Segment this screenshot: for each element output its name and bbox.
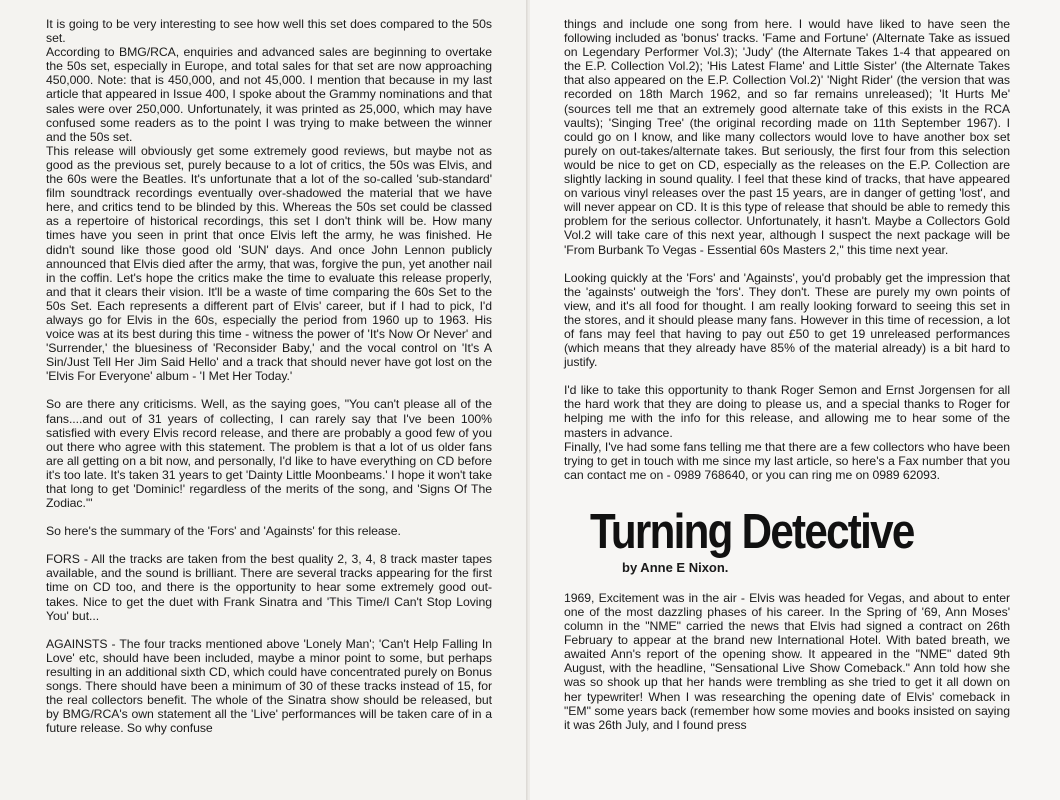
left-paragraph-criticisms: So are there any criticisms. Well, as the saying goes, "You can't please all of the fans....and out of 31 years of collecting, I can rarely say that I've been 100% satisfied with every Elvis record release, and there are probably a good few of you out there who agree with this statement. The problem is that a lot of us older fans are all getting on a bit now, and personally, I'd like to have everything on CD before it's too late. It's taken 31 years to get 'Dainty Little Moonbeams.' I hope it won't take that long to get 'Dominic!' regardless of the merits of the song, and 'Signs Of The Zodiac.'" bbox=[46, 397, 492, 511]
left-paragraph-3: This release will obviously get some extremely good reviews, but maybe not as good as the previous set, purely because to a lot of critics, the 50s was Elvis, and the 60s were the Beatles. It's unfortunate that a lot of the so-called 'sub-standard' film soundtrack recordings eventually over-shadowed the material that we have here, and critics tend to be blinded by this. Whereas the 50s set could be classed as a repertoire of historical recordings, this set I don't think will be. How many times have you seen in print that once Elvis left the army, he was finished. He didn't sound like those good old 'SUN' days. And once John Lennon publicly announced that Elvis died after the army, that was, forgive the pun, yet another nail in the coffin. Let's hope the critics make the time to evaluate this release properly, and that it clears their vision. It'll be a waste of time comparing the 60s Set to the 50s Set. Each represents a different part of Elvis' career, but if I had to pick, I'd always go for Elvis in the 60s, especially the period from 1960 up to 1963. His voice was at its best during this time - witness the power of 'It's Now Or Never' and 'Surrender,' the bluesiness of 'Reconsider Baby,' and the vocal control on 'It's A Sin/Just Tell Her Jim Said Hello' and a track that should never have got lost on the 'Elvis For Everyone' album - 'I Met Her Today.' bbox=[46, 143, 492, 384]
left-paragraph-2: According to BMG/RCA, enquiries and advanced sales are beginning to overtake the 50s set, especially in Europe, and total sales for that set are now approaching 450,000. Note: that is 450,000, and not 45,000. I mention that because in my last article that appeared in Issue 400, I spoke about the Grammy nominations and that sales were over 250,000. Unfortunately, it was printed as 25,000, which may have confused some readers as to the point I was trying to make between the winner and the 50s set. bbox=[46, 45, 492, 144]
left-paragraph-summary: So here's the summary of the 'Fors' and 'Againsts' for this release. bbox=[46, 524, 401, 539]
article-title: Turning Detective bbox=[590, 504, 914, 559]
article-paragraph-1: 1969, Excitement was in the air - Elvis was headed for Vegas, and about to enter one of the most dazzling phases of his career. In the Spring of '69, Ann Moses' column in the "NME" carried the news that Elvis had signed a contract on 26th February to appear at the brand new International Hotel. With bated breath, we awaited Ann's report of the opening show. It appeared in the "NME" dated 9th August, with the headline, "Sensational Live Show Comeback." Ann told how she was so shook up that her hands were trembling as she tried to get it all down on her typewriter! When I was researching the opening date of Elvis' comeback in "EM" some years back (remember how some movies and books insisted on saying it was 26th July, and I found press bbox=[564, 590, 1010, 732]
right-paragraph-looking-quickly: Looking quickly at the 'Fors' and 'Againsts', you'd probably get the impression that the 'againsts' outweigh the 'fors'. They don't. These are purely my own points of view, and it's all food for thought. I am really looking forward to seeing this set in the stores, and it should please many fans. However in this time of recession, a lot of fans may feel that having to pay out £50 to get 19 unreleased performances (which means that they already have 85% of the material already) is a bit hard to justify. bbox=[564, 270, 1010, 370]
left-paragraph-fors: FORS - All the tracks are taken from the best quality 2, 3, 4, 8 track master tapes available, and the sound is brilliant. There are several tracks appearing for the first time on CD too, and there is the opportunity to hear some extremely good out-takes. Nice to get the duet with Frank Sinatra and 'This Time/I Can't Stop Loving You' but... bbox=[46, 552, 492, 623]
right-paragraph-contact: Finally, I've had some fans telling me that there are a few collectors who have been trying to get in touch with me since my last article, so here's a Fax number that you can contact me on - 0989 768640, or you can ring me on 0989 62093. bbox=[564, 439, 1010, 482]
left-page bbox=[0, 0, 528, 800]
right-paragraph-bonus-tracks: things and include one song from here. I would have liked to have seen the following included as 'bonus' tracks. 'Fame and Fortune' (Alternate Take as issued on Legendary Performer Vol.3); 'Judy' (the Alternate Takes 1-4 that appeared on the E.P. Collection Vol.2); 'His Latest Flame' and Little Sister' (the Alternate Takes that also appeared on the E.P. Collection Vol.2)' 'Night Rider' (the version that was recorded on 18th March 1962, and so far remains unreleased); 'It Hurts Me' (sources tell me that an extremely good alternate take of this exists in the RCA vaults); 'Singing Tree' (the original recording made on 11th September 1967). I could go on I know, and like many collectors would love to have another box set purely on out-takes/alternate takes. But seriously, the first four from this selection would be nice to get on CD, especially as the releases on the E.P. Collection are slightly lacking in sound quality. I feel that these kind of tracks, that have appeared on various vinyl releases over the past 15 years, are in danger of getting 'lost', and will never appear on CD. It is this type of release that should be able to remedy this problem for the serious collector. Unfortunately, it hasn't. Maybe a Collectors Gold Vol.2 will take care of this next year, although I suspect the next package will be 'From Burbank To Vegas - Essential 60s Masters 2," this time next year. bbox=[564, 17, 1010, 257]
left-paragraph-againsts: AGAINSTS - The four tracks mentioned above 'Lonely Man'; 'Can't Help Falling In Love' etc, should have been included, maybe a minor point to some, but perhaps resulting in an additional sixth CD, which could have concentrated purely on Bonus songs. There should have been a minimum of 30 of these tracks instead of 15, for the real collectors benefit. The whole of the Sinatra show should be released, but by BMG/RCA's own statement all the 'Live' performances will be taken care of in a future release. So why confuse bbox=[46, 636, 492, 736]
article-byline: by Anne E Nixon. bbox=[622, 559, 729, 575]
left-paragraph-1: It is going to be very interesting to see how well this set does compared to the 50s set. bbox=[46, 17, 492, 46]
right-paragraph-thanks: I'd like to take this opportunity to thank Roger Semon and Ernst Jorgensen for all the hard work that they are doing to please us, and a special thanks to Roger for helping me with the info for this release, and allowing me to hear some of the masters in advance. bbox=[564, 383, 1010, 440]
right-page bbox=[530, 0, 1060, 800]
